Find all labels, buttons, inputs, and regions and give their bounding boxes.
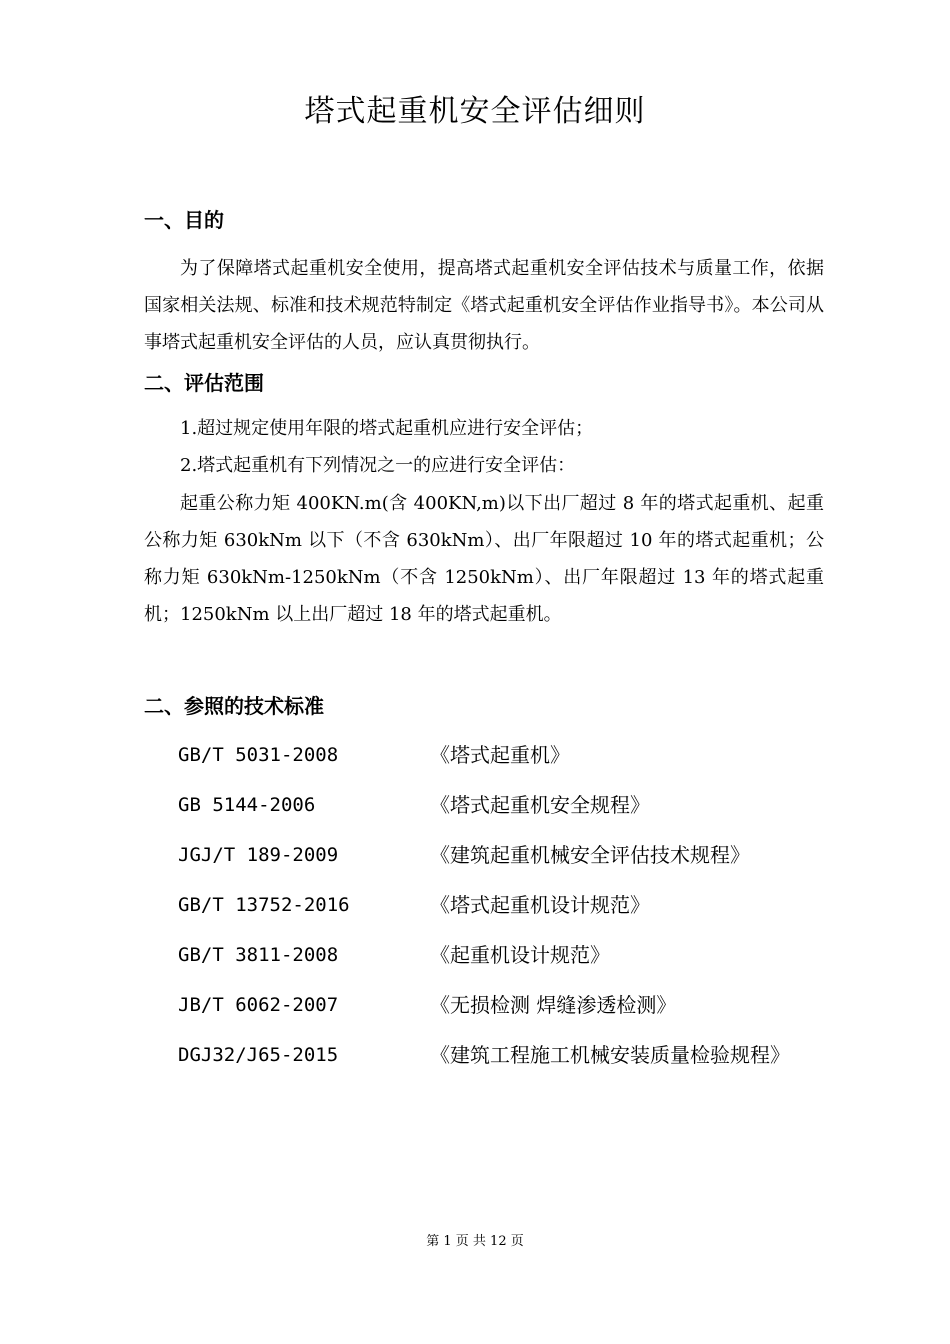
standard-name: 《建筑工程施工机械安装质量检验规程》 (430, 1043, 790, 1067)
standard-row (178, 990, 858, 1020)
standard-name: 《建筑起重机械安全评估技术规程》 (430, 843, 750, 867)
page-title: 塔式起重机安全评估细则 (304, 94, 646, 129)
scope-detail-paragraph: 起重公称力矩 400KN.m(含 400KN,m)以下出厂超过 8 年的塔式起重机、起重公称力矩 630kNm 以下（不含 630kNm）、出厂年限超过 10 年的塔式起重机；公称力矩 630kNm-1250kNm（不含 1250kNm）、出厂年限超过 13 年的塔式起重机；1250kNm 以上出厂超过 18 年的塔式起重机。 (144, 493, 824, 625)
standard-row (178, 790, 858, 820)
standard-row (178, 940, 858, 970)
standard-row (178, 740, 858, 770)
section-heading-scope: 二、评估范围 (144, 371, 264, 395)
standard-code: GB/T 3811-2008 (178, 944, 339, 966)
section-heading-standards: 二、参照的技术标准 (144, 694, 324, 718)
standard-row (178, 890, 858, 920)
standard-code: JGJ/T 189-2009 (178, 844, 339, 866)
scope-item-1: 1.超过规定使用年限的塔式起重机应进行安全评估； (180, 418, 594, 439)
standard-code: JB/T 6062-2007 (178, 994, 339, 1016)
standard-code: GB 5144-2006 (178, 794, 316, 816)
standard-name: 《塔式起重机设计规范》 (430, 893, 650, 917)
standard-name: 《塔式起重机》 (430, 743, 570, 767)
scope-item-2: 2.塔式起重机有下列情况之一的应进行安全评估： (180, 455, 576, 476)
standard-name: 《起重机设计规范》 (430, 943, 610, 967)
standard-code: GB/T 13752-2016 (178, 894, 350, 916)
purpose-paragraph: 为了保障塔式起重机安全使用，提高塔式起重机安全评估技术与质量工作，依据国家相关法规、标准和技术规范特制定《塔式起重机安全评估作业指导书》。本公司从事塔式起重机安全评估的人员，应认真贯彻执行。 (144, 258, 824, 353)
standard-code: DGJ32/J65-2015 (178, 1044, 339, 1066)
standard-row (178, 1040, 858, 1070)
standard-name: 《塔式起重机安全规程》 (430, 793, 650, 817)
standard-code: GB/T 5031-2008 (178, 744, 339, 766)
standard-row (178, 840, 858, 870)
section-heading-purpose: 一、目的 (144, 208, 224, 232)
page-footer: 第 1 页 共 12 页 (426, 1234, 524, 1249)
standard-name: 《无损检测 焊缝渗透检测》 (430, 993, 677, 1017)
